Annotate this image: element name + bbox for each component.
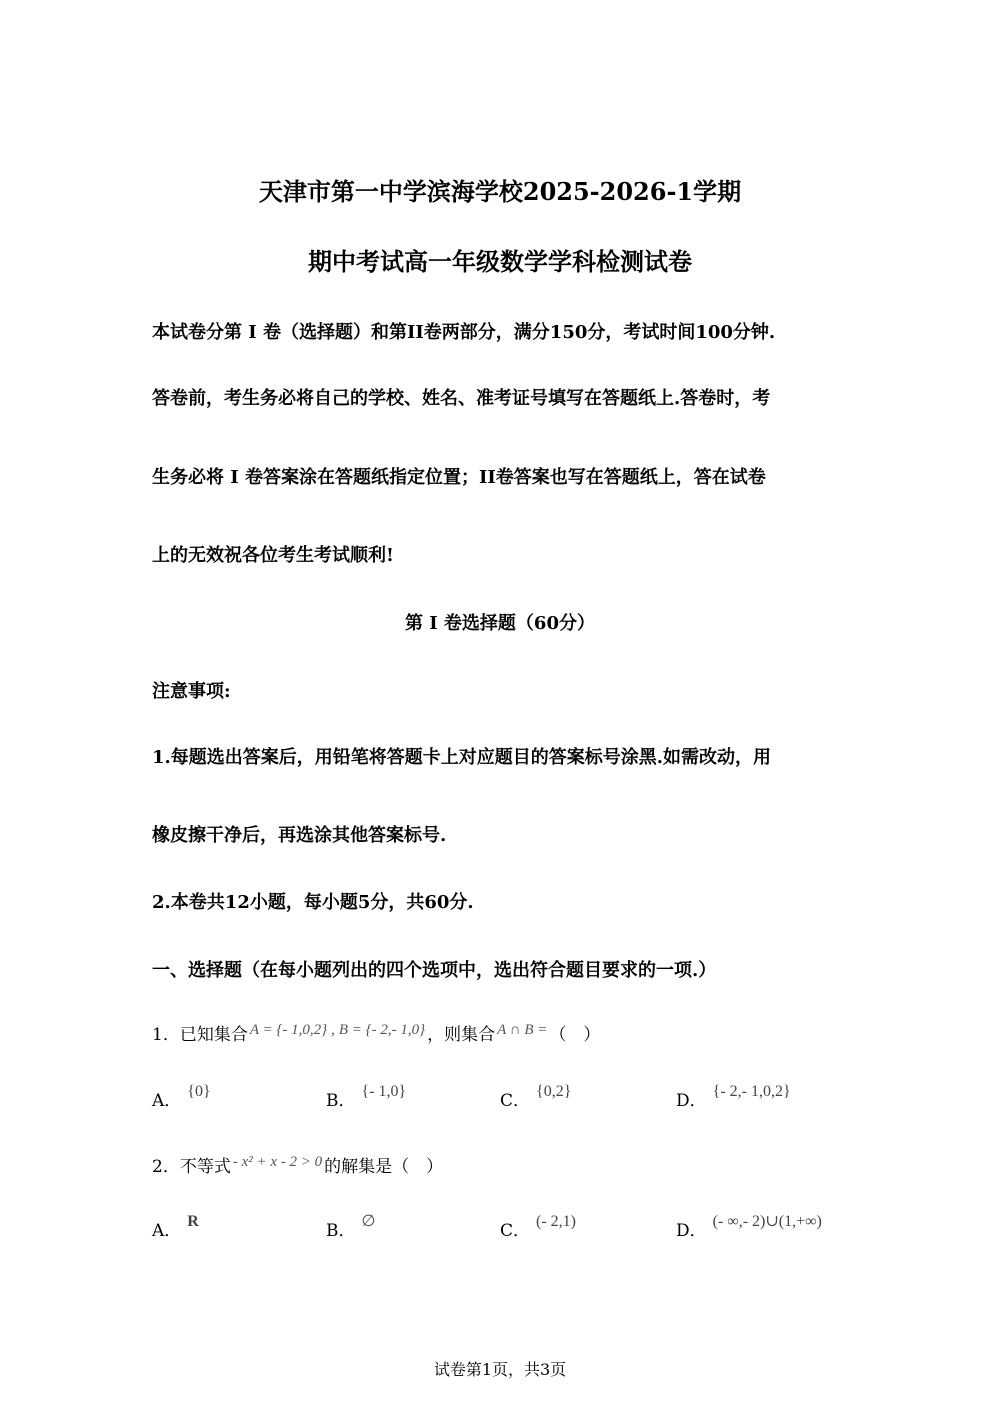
title-line-1: 天津市第一中学滨海学校2025-2026-1学期 bbox=[258, 177, 742, 206]
note-1-line-1: 1.每题选出答案后，用铅笔将答题卡上对应题目的答案标号涂黑.如需改动，用 bbox=[152, 747, 772, 768]
question-1-blank: （ ） bbox=[549, 1025, 601, 1045]
question-1 bbox=[152, 1020, 600, 1045]
intro-line-2: 答卷前，考生务必将自己的学校、姓名、准考证号填写在答题纸上.答卷时，考 bbox=[152, 388, 771, 409]
intro-line-1: 本试卷分第 I 卷（选择题）和第II卷两部分，满分150分，考试时间100分钟. bbox=[152, 322, 776, 343]
question-2-option-c[interactable]: C． (- 2,1) bbox=[500, 1213, 576, 1241]
question-1-option-a[interactable]: A． {0} bbox=[152, 1083, 211, 1111]
question-2-suffix: 的解集是（ ） bbox=[324, 1157, 444, 1177]
question-1-set-a: A = {- 1,0,2} bbox=[249, 1022, 328, 1038]
question-1-set-b: B = {- 2,- 1,0} bbox=[338, 1022, 426, 1038]
section-heading: 第 I 卷选择题（60分） bbox=[404, 613, 595, 634]
note-1-line-2: 橡皮擦干净后，再选涂其他答案标号. bbox=[152, 825, 447, 846]
question-1-separator: , bbox=[331, 1022, 335, 1038]
question-2-option-a[interactable]: A． R bbox=[152, 1213, 199, 1241]
intro-line-4: 上的无效祝各位考生考试顺利! bbox=[152, 545, 394, 566]
question-2-option-b[interactable]: B． ∅ bbox=[326, 1213, 376, 1241]
question-1-option-d[interactable]: D． {- 2,- 1,0,2} bbox=[676, 1083, 791, 1111]
part-heading: 一、选择题（在每小题列出的四个选项中，选出符合题目要求的一项.） bbox=[152, 960, 717, 981]
question-2-option-d[interactable]: D． (- ∞,- 2)∪(1,+∞) bbox=[676, 1213, 822, 1241]
title-line-2: 期中考试高一年级数学学科检测试卷 bbox=[308, 247, 692, 276]
question-1-intersection: A ∩ B = bbox=[497, 1022, 548, 1038]
intro-line-3: 生务必将 I 卷答案涂在答题纸指定位置；II卷答案也写在答题纸上，答在试卷 bbox=[152, 467, 766, 488]
question-2-prefix: 2．不等式 bbox=[152, 1157, 231, 1177]
question-1-middle: ，则集合 bbox=[427, 1025, 496, 1045]
question-1-option-c[interactable]: C． {0,2} bbox=[500, 1083, 572, 1111]
question-1-option-b[interactable]: B． {- 1,0} bbox=[326, 1083, 407, 1111]
notes-heading: 注意事项: bbox=[152, 681, 231, 702]
note-2: 2.本卷共12小题，每小题5分，共60分. bbox=[152, 892, 474, 913]
question-2-inequality: - x² + x - 2 > 0 bbox=[232, 1154, 323, 1170]
question-1-prefix: 1．已知集合 bbox=[152, 1025, 248, 1045]
question-2 bbox=[152, 1152, 443, 1177]
page-footer: 试卷第1页，共3页 bbox=[433, 1360, 567, 1379]
